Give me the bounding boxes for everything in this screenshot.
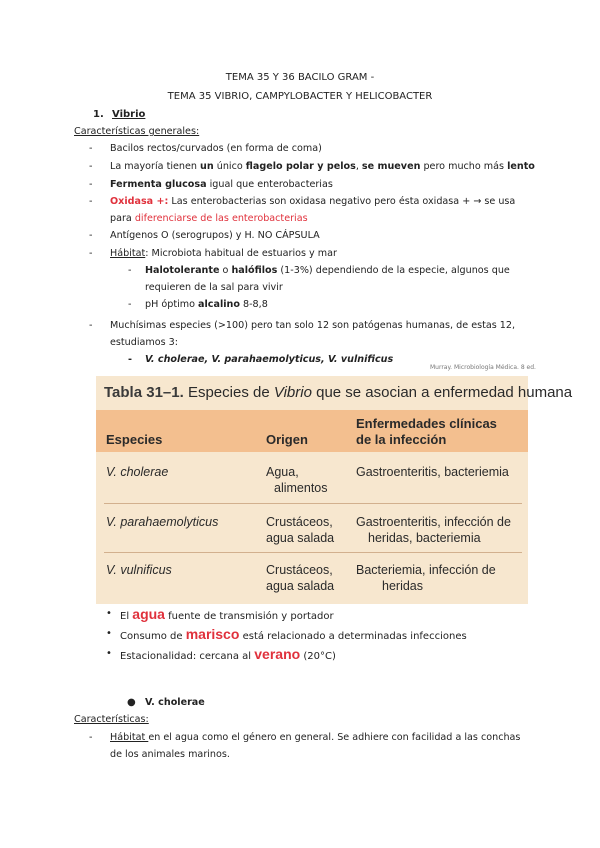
dash-marker: - xyxy=(89,248,93,259)
table-cell-origin: alimentos xyxy=(274,481,328,495)
col-header-disease-2: de la infección xyxy=(356,432,447,447)
table-cell-species: V. vulnificus xyxy=(106,563,172,577)
table-cell-disease: heridas, bacteriemia xyxy=(368,531,481,545)
list-item-continuation: para diferenciarse de las enterobacterias xyxy=(110,213,308,224)
dash-marker: - xyxy=(128,265,132,276)
dash-marker: - xyxy=(89,143,93,154)
dash-marker: - xyxy=(89,161,93,172)
list-item: Hábitat: Microbiota habitual de estuarios y mar xyxy=(110,248,337,259)
list-item: Muchísimas especies (>100) pero tan solo 12 son patógenas humanas, de estas 12, xyxy=(110,320,516,331)
list-item: Fermenta glucosa igual que enterobacterias xyxy=(110,179,333,190)
list-item-continuation: estudiamos 3: xyxy=(110,337,178,348)
sub-list-item: pH óptimo alcalino 8-8,8 xyxy=(145,299,268,310)
vibrio-species-table xyxy=(96,376,573,604)
list-item: Hábitat en el agua como el género en general. Se adhiere con facilidad a las conchas xyxy=(110,732,521,743)
table-cell-disease: heridas xyxy=(382,579,423,593)
table-cell-species: V. parahaemolyticus xyxy=(106,515,219,529)
note-item: El agua fuente de transmisión y portador xyxy=(120,606,334,622)
doc-title-line2: TEMA 35 VIBRIO, CAMPYLOBACTER Y HELICOBACTER xyxy=(167,91,433,102)
dash-marker: - xyxy=(89,320,93,331)
dash-marker: - xyxy=(128,299,132,310)
bullet-dot: • xyxy=(106,628,112,639)
row-divider xyxy=(104,503,522,504)
section-title-vibrio: Vibrio xyxy=(112,109,146,120)
bullet-dot: • xyxy=(106,648,112,659)
table-cell-origin: Agua, xyxy=(266,465,299,479)
table-caption: Tabla 31–1. Especies de Vibrio que se asocian a enfermedad humana xyxy=(104,384,573,401)
section-subtitle: Características generales: xyxy=(74,126,200,137)
sub-list-item-continuation: requieren de la sal para vivir xyxy=(145,282,283,293)
section-subtitle: Características: xyxy=(74,714,149,725)
row-divider xyxy=(104,552,522,553)
bullet-dot: ● xyxy=(127,697,136,708)
col-header-disease: Enfermedades clínicas xyxy=(356,416,497,431)
table-cell-disease: Gastroenteritis, infección de xyxy=(356,515,511,529)
col-header-origin: Origen xyxy=(266,432,308,447)
table-cell-species: V. cholerae xyxy=(106,465,169,479)
dash-marker: - xyxy=(89,230,93,241)
dash-marker: - xyxy=(89,179,93,190)
table-cell-origin: agua salada xyxy=(266,579,335,593)
list-item: Oxidasa +: Las enterobacterias son oxidasa negativo pero ésta oxidasa + → se usa xyxy=(110,196,516,207)
col-header-species: Especies xyxy=(106,432,163,447)
table-cell-disease: Bacteriemia, infección de xyxy=(356,563,496,577)
list-item-continuation: de los animales marinos. xyxy=(110,749,230,760)
table-cell-origin: agua salada xyxy=(266,531,335,545)
note-item: Consumo de marisco está relacionado a determinadas infecciones xyxy=(120,626,467,642)
section-number: 1. xyxy=(93,109,104,120)
doc-title-line1: TEMA 35 Y 36 BACILO GRAM - xyxy=(225,72,375,83)
section-title-vcholerae: V. cholerae xyxy=(145,697,205,708)
table-cell-disease: Gastroenteritis, bacteriemia xyxy=(356,465,509,479)
sub-list-item: Halotolerante o halófilos (1-3%) dependiendo de la especie, algunos que xyxy=(145,265,510,276)
dash-marker: - xyxy=(89,196,93,207)
list-item: Antígenos O (serogrupos) y H. NO CÁPSULA xyxy=(110,230,320,241)
note-item: Estacionalidad: cercana al verano (20°C) xyxy=(120,646,336,662)
bullet-dot: • xyxy=(106,608,112,619)
list-item: La mayoría tienen un único flagelo polar y pelos, se mueven pero mucho más lento xyxy=(110,161,535,172)
table-cell-origin: Crustáceos, xyxy=(266,515,333,529)
species-list: V. cholerae, V. parahaemolyticus, V. vulnificus xyxy=(145,354,394,365)
table-cell-origin: Crustáceos, xyxy=(266,563,333,577)
source-note: Murray. Microbiología Médica. 8 ed. xyxy=(430,364,536,371)
list-item: Bacilos rectos/curvados (en forma de coma) xyxy=(110,143,322,154)
dash-marker: - xyxy=(89,732,93,743)
dash-marker: - xyxy=(128,354,132,365)
